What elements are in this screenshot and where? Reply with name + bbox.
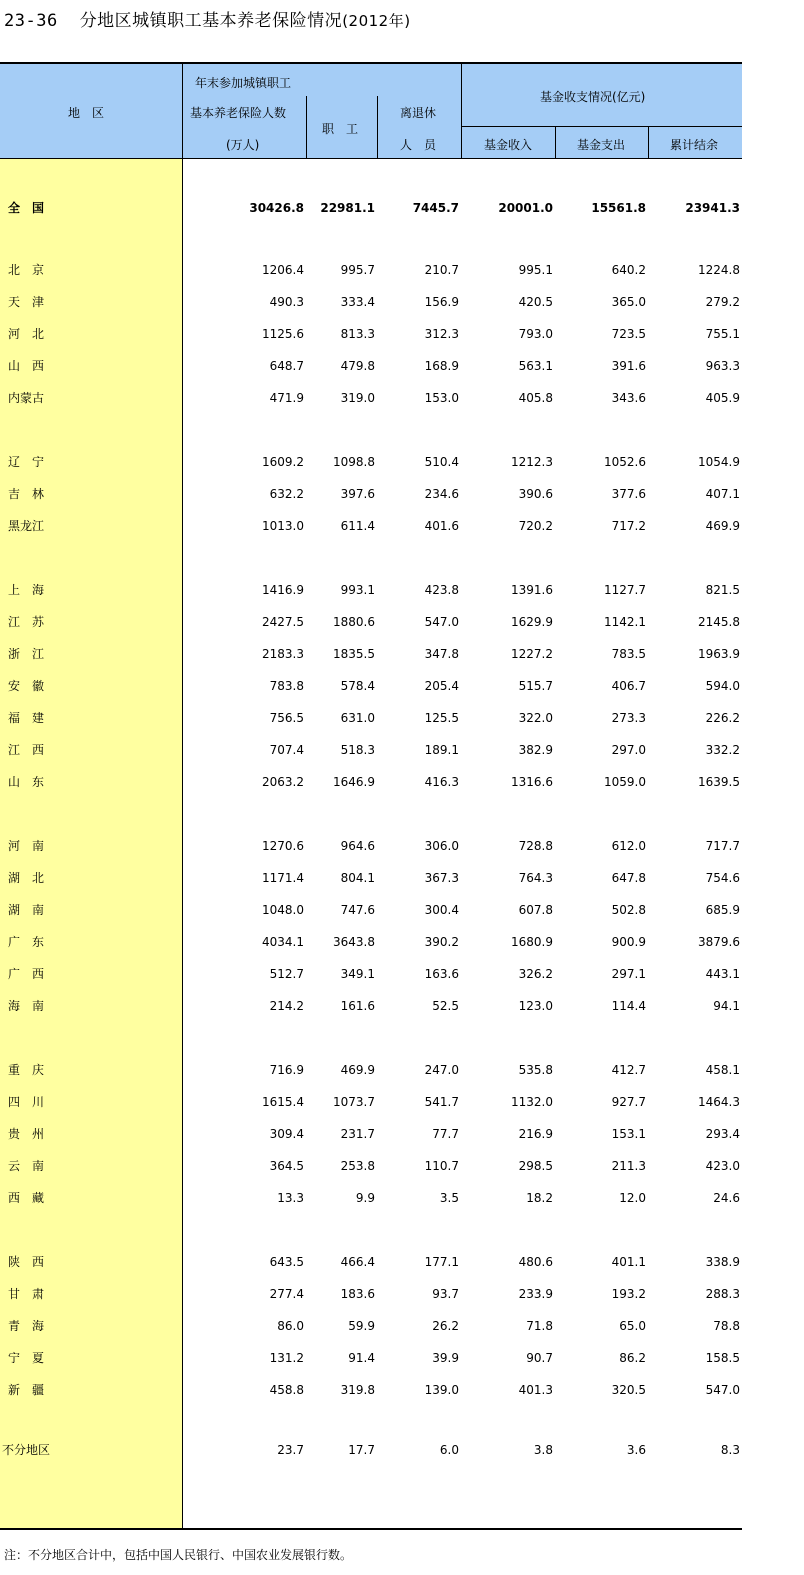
cell-workers: 319.8 — [340, 1383, 375, 1397]
region-label: 贵 州 — [8, 1127, 45, 1141]
cell-workers: 804.1 — [340, 871, 375, 885]
cell-expense: 153.1 — [611, 1127, 646, 1141]
cell-expense: 12.0 — [619, 1191, 646, 1205]
cell-retirees: 401.6 — [424, 519, 459, 533]
cell-income: 1132.0 — [511, 1095, 553, 1109]
cell-workers: 1880.6 — [333, 615, 375, 629]
cell-balance: 332.2 — [705, 743, 740, 757]
region-label: 上 海 — [8, 583, 45, 597]
cell-workers: 964.6 — [340, 839, 375, 853]
header-divider — [648, 126, 649, 159]
cell-retirees: 234.6 — [424, 487, 459, 501]
cell-retirees: 7445.7 — [412, 201, 459, 215]
cell-total: 1615.4 — [262, 1095, 304, 1109]
footnote: 注：不分地区合计中，包括中国人民银行、中国农业发展银行数。 — [4, 1548, 353, 1562]
region-label: 河 南 — [8, 839, 45, 853]
cell-expense: 86.2 — [619, 1351, 646, 1365]
cell-total: 783.8 — [269, 679, 304, 693]
region-label: 安 徽 — [8, 679, 45, 693]
cell-workers: 518.3 — [340, 743, 375, 757]
table-number: 23-36 — [4, 11, 58, 31]
cell-balance: 23941.3 — [685, 201, 740, 215]
region-label: 福 建 — [8, 711, 45, 725]
cell-expense: 723.5 — [611, 327, 646, 341]
cell-expense: 1059.0 — [604, 775, 646, 789]
cell-retirees: 177.1 — [424, 1255, 459, 1269]
cell-income: 1212.3 — [511, 455, 553, 469]
cell-total: 13.3 — [277, 1191, 304, 1205]
cell-expense: 1127.7 — [604, 583, 646, 597]
region-label: 广 西 — [8, 967, 45, 981]
cell-expense: 273.3 — [611, 711, 646, 725]
cell-workers: 813.3 — [340, 327, 375, 341]
region-label: 青 海 — [8, 1319, 45, 1333]
region-label: 河 北 — [8, 327, 45, 341]
header-divider — [377, 96, 378, 159]
region-label: 海 南 — [8, 999, 45, 1013]
cell-retirees: 39.9 — [432, 1351, 459, 1365]
cell-income: 420.5 — [518, 295, 553, 309]
cell-workers: 611.4 — [340, 519, 375, 533]
region-label: 浙 江 — [8, 647, 45, 661]
cell-total: 512.7 — [269, 967, 304, 981]
cell-expense: 401.1 — [611, 1255, 646, 1269]
header-divider — [555, 126, 556, 159]
header-bottom-rule — [0, 158, 742, 159]
cell-retirees: 247.0 — [424, 1063, 459, 1077]
cell-retirees: 306.0 — [424, 839, 459, 853]
cell-total: 458.8 — [269, 1383, 304, 1397]
cell-expense: 3.6 — [626, 1443, 646, 1457]
cell-income: 720.2 — [518, 519, 553, 533]
cell-total: 364.5 — [269, 1159, 304, 1173]
cell-income: 322.0 — [518, 711, 553, 725]
cell-income: 18.2 — [526, 1191, 553, 1205]
header-retirees-line2: 人 员 — [400, 138, 437, 152]
cell-workers: 231.7 — [340, 1127, 375, 1141]
cell-retirees: 153.0 — [424, 391, 459, 405]
header-divider — [306, 96, 307, 159]
cell-total: 1125.6 — [262, 327, 304, 341]
cell-income: 233.9 — [518, 1287, 553, 1301]
cell-income: 326.2 — [518, 967, 553, 981]
cell-total: 2427.5 — [262, 615, 304, 629]
cell-income: 563.1 — [518, 359, 553, 373]
cell-income: 995.1 — [518, 263, 553, 277]
cell-income: 401.3 — [518, 1383, 553, 1397]
cell-balance: 755.1 — [705, 327, 740, 341]
cell-expense: 783.5 — [611, 647, 646, 661]
cell-balance: 279.2 — [705, 295, 740, 309]
cell-expense: 647.8 — [611, 871, 646, 885]
cell-retirees: 205.4 — [424, 679, 459, 693]
cell-income: 480.6 — [518, 1255, 553, 1269]
region-label: 宁 夏 — [8, 1351, 45, 1365]
table-top-rule — [0, 62, 742, 64]
cell-expense: 297.0 — [611, 743, 646, 757]
cell-expense: 406.7 — [611, 679, 646, 693]
table-year: (2012年) — [342, 12, 411, 30]
cell-total: 214.2 — [269, 999, 304, 1013]
cell-balance: 423.0 — [705, 1159, 740, 1173]
cell-balance: 3879.6 — [698, 935, 740, 949]
cell-workers: 349.1 — [340, 967, 375, 981]
cell-retirees: 3.5 — [439, 1191, 459, 1205]
cell-workers: 3643.8 — [333, 935, 375, 949]
table-bottom-rule — [0, 1528, 742, 1530]
region-label: 内蒙古 — [8, 391, 45, 405]
cell-balance: 717.7 — [705, 839, 740, 853]
cell-expense: 15561.8 — [591, 201, 646, 215]
cell-retirees: 312.3 — [424, 327, 459, 341]
cell-income: 71.8 — [526, 1319, 553, 1333]
cell-balance: 338.9 — [705, 1255, 740, 1269]
header-divider — [461, 64, 462, 159]
data-table — [0, 62, 742, 1530]
cell-income: 1680.9 — [511, 935, 553, 949]
cell-total: 1609.2 — [262, 455, 304, 469]
region-label: 江 苏 — [8, 615, 45, 629]
cell-income: 1227.2 — [511, 647, 553, 661]
cell-income: 1316.6 — [511, 775, 553, 789]
cell-income: 390.6 — [518, 487, 553, 501]
region-label: 山 东 — [8, 775, 45, 789]
cell-workers: 253.8 — [340, 1159, 375, 1173]
header-fund-group: 基金收支情况(亿元) — [540, 90, 646, 104]
cell-retirees: 125.5 — [424, 711, 459, 725]
cell-expense: 193.2 — [611, 1287, 646, 1301]
cell-balance: 288.3 — [705, 1287, 740, 1301]
cell-balance: 469.9 — [705, 519, 740, 533]
cell-expense: 927.7 — [611, 1095, 646, 1109]
cell-income: 1391.6 — [511, 583, 553, 597]
cell-balance: 226.2 — [705, 711, 740, 725]
cell-retirees: 367.3 — [424, 871, 459, 885]
cell-total: 648.7 — [269, 359, 304, 373]
cell-expense: 412.7 — [611, 1063, 646, 1077]
region-column-divider — [182, 64, 183, 1528]
cell-workers: 319.0 — [340, 391, 375, 405]
cell-balance: 407.1 — [705, 487, 740, 501]
cell-workers: 747.6 — [340, 903, 375, 917]
cell-workers: 1098.8 — [333, 455, 375, 469]
cell-workers: 333.4 — [340, 295, 375, 309]
region-label: 陕 西 — [8, 1255, 45, 1269]
region-label: 北 京 — [8, 263, 45, 277]
cell-total: 1013.0 — [262, 519, 304, 533]
header-fund-balance: 累计结余 — [670, 138, 719, 152]
cell-workers: 466.4 — [340, 1255, 375, 1269]
cell-retirees: 416.3 — [424, 775, 459, 789]
cell-income: 535.8 — [518, 1063, 553, 1077]
cell-workers: 161.6 — [340, 999, 375, 1013]
cell-total: 1270.6 — [262, 839, 304, 853]
cell-expense: 1142.1 — [604, 615, 646, 629]
region-label: 重 庆 — [8, 1063, 45, 1077]
cell-balance: 78.8 — [713, 1319, 740, 1333]
cell-retirees: 300.4 — [424, 903, 459, 917]
cell-income: 405.8 — [518, 391, 553, 405]
cell-retirees: 390.2 — [424, 935, 459, 949]
cell-expense: 343.6 — [611, 391, 646, 405]
cell-retirees: 168.9 — [424, 359, 459, 373]
cell-workers: 1835.5 — [333, 647, 375, 661]
region-label: 四 川 — [8, 1095, 45, 1109]
page-title — [4, 6, 411, 31]
cell-expense: 502.8 — [611, 903, 646, 917]
cell-retirees: 163.6 — [424, 967, 459, 981]
cell-expense: 65.0 — [619, 1319, 646, 1333]
cell-retirees: 26.2 — [432, 1319, 459, 1333]
cell-retirees: 139.0 — [424, 1383, 459, 1397]
cell-expense: 297.1 — [611, 967, 646, 981]
table-header-background — [0, 64, 742, 159]
cell-workers: 995.7 — [340, 263, 375, 277]
cell-total: 471.9 — [269, 391, 304, 405]
cell-total: 86.0 — [277, 1319, 304, 1333]
cell-total: 1416.9 — [262, 583, 304, 597]
cell-income: 793.0 — [518, 327, 553, 341]
cell-workers: 1646.9 — [333, 775, 375, 789]
fund-group-rule — [461, 126, 742, 127]
cell-income: 1629.9 — [511, 615, 553, 629]
cell-balance: 24.6 — [713, 1191, 740, 1205]
header-workers: 职 工 — [322, 122, 359, 136]
cell-income: 3.8 — [533, 1443, 553, 1457]
cell-balance: 594.0 — [705, 679, 740, 693]
cell-total: 707.4 — [269, 743, 304, 757]
cell-total: 2183.3 — [262, 647, 304, 661]
cell-balance: 547.0 — [705, 1383, 740, 1397]
cell-expense: 640.2 — [611, 263, 646, 277]
cell-total: 1206.4 — [262, 263, 304, 277]
cell-workers: 17.7 — [348, 1443, 375, 1457]
cell-total: 4034.1 — [262, 935, 304, 949]
cell-income: 123.0 — [518, 999, 553, 1013]
cell-expense: 1052.6 — [604, 455, 646, 469]
cell-balance: 1963.9 — [698, 647, 740, 661]
cell-expense: 717.2 — [611, 519, 646, 533]
cell-total: 23.7 — [277, 1443, 304, 1457]
cell-retirees: 110.7 — [424, 1159, 459, 1173]
cell-expense: 900.9 — [611, 935, 646, 949]
region-label: 山 西 — [8, 359, 45, 373]
cell-balance: 754.6 — [705, 871, 740, 885]
cell-retirees: 510.4 — [424, 455, 459, 469]
cell-expense: 114.4 — [611, 999, 646, 1013]
cell-balance: 1224.8 — [698, 263, 740, 277]
cell-balance: 293.4 — [705, 1127, 740, 1141]
cell-balance: 963.3 — [705, 359, 740, 373]
cell-expense: 391.6 — [611, 359, 646, 373]
cell-balance: 405.9 — [705, 391, 740, 405]
cell-balance: 443.1 — [705, 967, 740, 981]
cell-balance: 1464.3 — [698, 1095, 740, 1109]
cell-workers: 9.9 — [355, 1191, 375, 1205]
cell-income: 764.3 — [518, 871, 553, 885]
cell-retirees: 156.9 — [424, 295, 459, 309]
cell-total: 716.9 — [269, 1063, 304, 1077]
region-label: 西 藏 — [8, 1191, 45, 1205]
cell-workers: 631.0 — [340, 711, 375, 725]
cell-retirees: 547.0 — [424, 615, 459, 629]
region-label: 黑龙江 — [8, 519, 45, 533]
cell-total: 490.3 — [269, 295, 304, 309]
cell-total: 643.5 — [269, 1255, 304, 1269]
cell-workers: 469.9 — [340, 1063, 375, 1077]
cell-balance: 1054.9 — [698, 455, 740, 469]
header-region: 地 区 — [68, 106, 105, 120]
cell-total: 131.2 — [269, 1351, 304, 1365]
cell-balance: 158.5 — [705, 1351, 740, 1365]
cell-retirees: 541.7 — [424, 1095, 459, 1109]
cell-workers: 479.8 — [340, 359, 375, 373]
cell-income: 216.9 — [518, 1127, 553, 1141]
region-label: 云 南 — [8, 1159, 45, 1173]
cell-income: 298.5 — [518, 1159, 553, 1173]
cell-workers: 578.4 — [340, 679, 375, 693]
region-label: 吉 林 — [8, 487, 45, 501]
region-label: 湖 南 — [8, 903, 45, 917]
cell-total: 30426.8 — [249, 201, 304, 215]
cell-retirees: 189.1 — [424, 743, 459, 757]
cell-total: 1171.4 — [262, 871, 304, 885]
cell-income: 728.8 — [518, 839, 553, 853]
cell-workers: 397.6 — [340, 487, 375, 501]
cell-total: 309.4 — [269, 1127, 304, 1141]
cell-total: 2063.2 — [262, 775, 304, 789]
cell-balance: 2145.8 — [698, 615, 740, 629]
cell-retirees: 6.0 — [439, 1443, 459, 1457]
cell-workers: 183.6 — [340, 1287, 375, 1301]
cell-retirees: 77.7 — [432, 1127, 459, 1141]
cell-balance: 685.9 — [705, 903, 740, 917]
cell-retirees: 423.8 — [424, 583, 459, 597]
region-label: 新 疆 — [8, 1383, 45, 1397]
cell-expense: 612.0 — [611, 839, 646, 853]
header-retirees-line1: 离退休 — [400, 106, 437, 120]
cell-balance: 8.3 — [720, 1443, 740, 1457]
cell-workers: 1073.7 — [333, 1095, 375, 1109]
cell-retirees: 52.5 — [432, 999, 459, 1013]
cell-retirees: 93.7 — [432, 1287, 459, 1301]
region-label: 全 国 — [8, 201, 45, 215]
cell-workers: 59.9 — [348, 1319, 375, 1333]
cell-total: 632.2 — [269, 487, 304, 501]
region-label: 江 西 — [8, 743, 45, 757]
header-insured-line2: 基本养老保险人数 — [190, 106, 287, 120]
header-fund-income: 基金收入 — [484, 138, 533, 152]
header-insured-line3: (万人) — [226, 138, 260, 152]
cell-income: 382.9 — [518, 743, 553, 757]
cell-income: 20001.0 — [498, 201, 553, 215]
cell-expense: 365.0 — [611, 295, 646, 309]
region-label: 甘 肃 — [8, 1287, 45, 1301]
cell-expense: 377.6 — [611, 487, 646, 501]
region-label: 辽 宁 — [8, 455, 45, 469]
cell-balance: 1639.5 — [698, 775, 740, 789]
cell-retirees: 210.7 — [424, 263, 459, 277]
cell-retirees: 347.8 — [424, 647, 459, 661]
cell-expense: 320.5 — [611, 1383, 646, 1397]
cell-workers: 22981.1 — [320, 201, 375, 215]
header-insured-line1: 年末参加城镇职工 — [195, 76, 292, 90]
cell-balance: 821.5 — [705, 583, 740, 597]
cell-workers: 91.4 — [348, 1351, 375, 1365]
region-label: 广 东 — [8, 935, 45, 949]
cell-total: 277.4 — [269, 1287, 304, 1301]
cell-total: 756.5 — [269, 711, 304, 725]
cell-income: 607.8 — [518, 903, 553, 917]
cell-income: 515.7 — [518, 679, 553, 693]
table-title: 分地区城镇职工基本养老保险情况 — [79, 11, 343, 31]
region-label: 湖 北 — [8, 871, 45, 885]
cell-income: 90.7 — [526, 1351, 553, 1365]
region-label: 不分地区 — [2, 1443, 51, 1457]
cell-total: 1048.0 — [262, 903, 304, 917]
cell-balance: 94.1 — [713, 999, 740, 1013]
region-label: 天 津 — [8, 295, 45, 309]
cell-balance: 458.1 — [705, 1063, 740, 1077]
header-fund-expense: 基金支出 — [577, 138, 626, 152]
cell-expense: 211.3 — [611, 1159, 646, 1173]
cell-workers: 993.1 — [340, 583, 375, 597]
